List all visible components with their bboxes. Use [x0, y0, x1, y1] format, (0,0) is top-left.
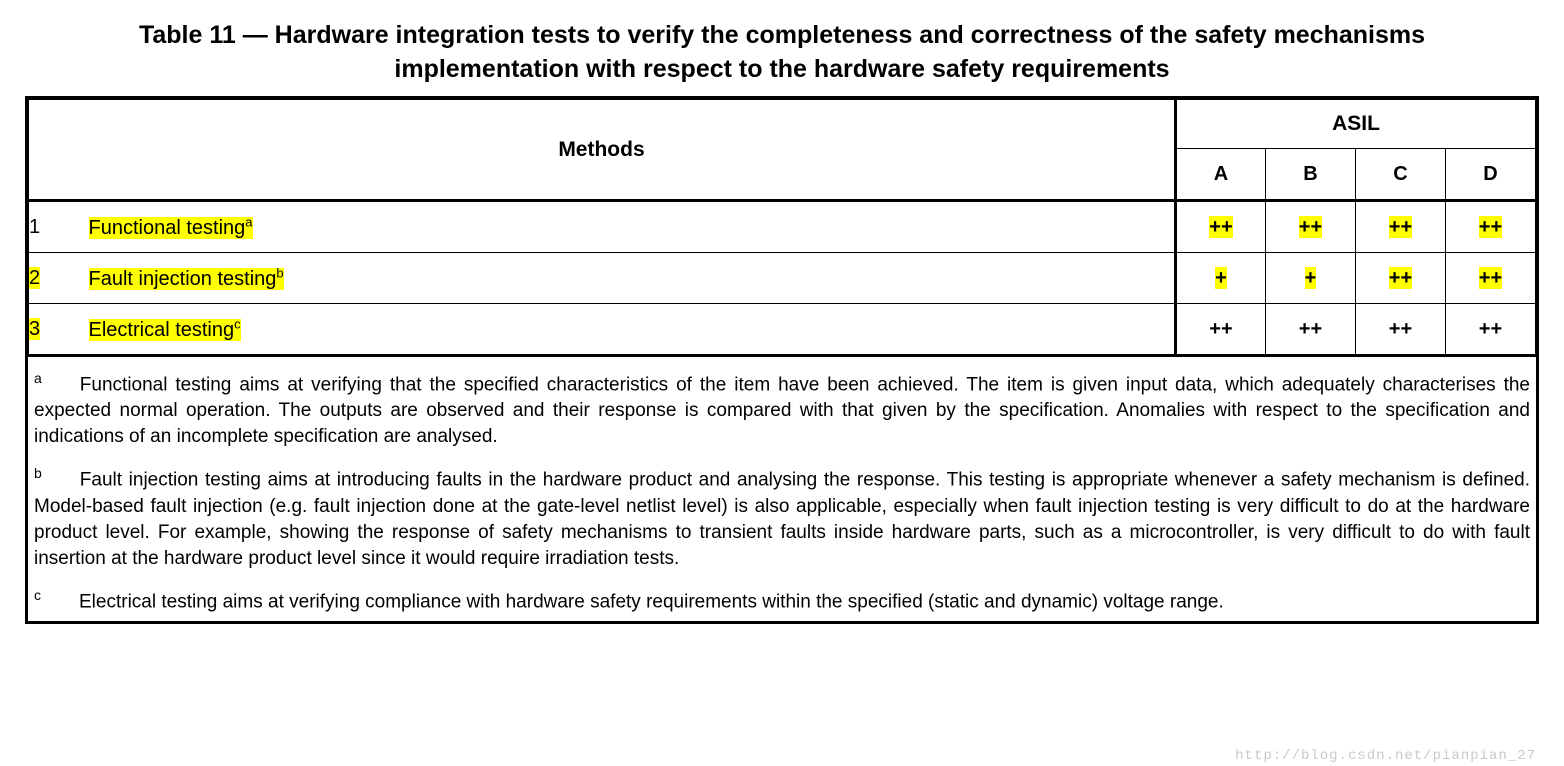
table-footnotes	[28, 357, 1536, 621]
footnote-marker: b	[34, 465, 42, 482]
asil-header: ASIL	[1175, 100, 1535, 149]
footnote-text: Fault injection testing aims at introducing faults in the hardware product and analysing the response. This testing is appropriate whenever a safety mechanism is defined. Model-based fault injection (e.g. fault injection done at the gate-level netlist level) is also applicable, especially when fault injection testing is very difficult to do at the hardware product level. For example, showing the response of safety mechanisms to transient faults inside hardware parts, such as a microcontroller, is very difficult to do with fault insertion at the hardware product level since it would require irradiation tests.	[34, 469, 1530, 569]
footnote-ref: c	[234, 316, 241, 332]
rating-asil-d: ++	[1445, 253, 1535, 304]
footnote-text: Electrical testing aims at verifying compliance with hardware safety requirements within the specified (static and dynamic) voltage range.	[79, 590, 1224, 612]
row-number	[29, 304, 89, 356]
footnote-ref: a	[245, 214, 253, 230]
row-number	[29, 253, 89, 304]
footnote-text: Functional testing aims at verifying that the specified characteristics of the item have been achieved. The item is given input data, which adequately characterises the expected normal operation. The outputs are observed and their response is compared with that given by the specification. Anomalies with respect to the specification and indications of an incomplete specification are analysed.	[34, 374, 1530, 448]
method-name-text: Fault injection testing$^b$	[88, 265, 284, 290]
rating-asil-a: ++	[1175, 201, 1265, 253]
footnote-b	[34, 460, 1530, 571]
asil-level-b-header: B	[1265, 149, 1355, 201]
row-number-text: 2	[29, 266, 41, 289]
rating-asil-d: ++	[1445, 304, 1535, 356]
table-row	[29, 201, 1536, 253]
rating-asil-d: ++	[1445, 201, 1535, 253]
footnote-c	[34, 582, 1530, 615]
rating-asil-c: ++	[1355, 201, 1445, 253]
row-number-text: 1	[29, 215, 41, 238]
rating-asil-c: ++	[1355, 304, 1445, 356]
asil-level-c-header: C	[1355, 149, 1445, 201]
rating-asil-c: ++	[1355, 253, 1445, 304]
method-name-text: Electrical testing$^c$	[88, 316, 241, 341]
method-name	[89, 304, 1176, 356]
rating-asil-a: ++	[1175, 304, 1265, 356]
methods-header: Methods	[29, 100, 1176, 201]
rating-asil-a: +	[1175, 253, 1265, 304]
watermark: http://blog.csdn.net/pianpian_27	[1235, 748, 1536, 764]
row-number-text: 3	[29, 317, 41, 340]
page-title: Table 11 — Hardware integration tests to verify the completeness and correctness of the safety mechanisms implementation with respect to the hardware safety requirements	[138, 21, 1426, 83]
rating-asil-b: ++	[1265, 201, 1355, 253]
row-number	[29, 201, 89, 253]
method-name	[89, 201, 1176, 253]
table-header-row-1	[29, 100, 1536, 149]
method-name-text: Functional testing$^a$	[88, 214, 253, 239]
rating-asil-b: +	[1265, 253, 1355, 304]
footnote-ref: b	[276, 265, 284, 281]
table-container	[25, 96, 1539, 624]
footnote-marker: a	[34, 370, 42, 386]
footnote-a	[34, 365, 1530, 450]
rating-asil-b: ++	[1265, 304, 1355, 356]
method-name	[89, 253, 1176, 304]
footnote-marker: c	[34, 586, 41, 603]
methods-asil-table	[28, 99, 1536, 357]
asil-level-d-header: D	[1445, 149, 1535, 201]
asil-level-a-header: A	[1175, 149, 1265, 201]
table-row	[29, 253, 1536, 304]
table-row	[29, 304, 1536, 356]
